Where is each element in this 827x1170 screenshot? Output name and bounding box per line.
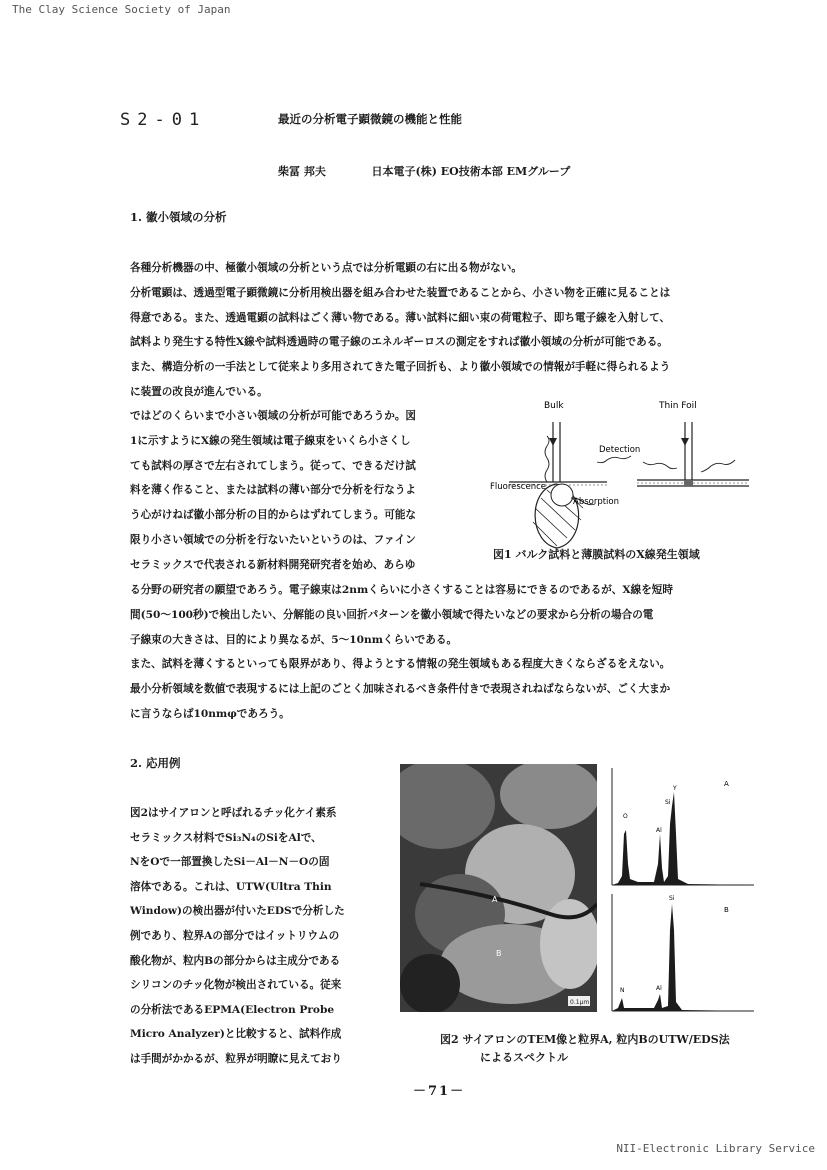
section-1-intro (130, 256, 670, 405)
peak-si-label: Si (669, 895, 675, 902)
text-line: の分析法であるEPMA(Electron Probe (130, 1003, 335, 1016)
peak-si-label: Si (665, 799, 671, 806)
journal-header: The Clay Science Society of Japan (12, 3, 231, 16)
peak-al-label: Al (656, 827, 662, 834)
text-line: う心がけねば徽小部分析の目的からはずれてしまう。可能な (130, 509, 417, 522)
spectrum-b (608, 890, 758, 1015)
text-line: ても試料の厚さで左右されてしまう。従って、できるだけ試 (130, 459, 416, 472)
label-fluorescence: Fluorescence (490, 482, 546, 492)
text-line: また、構造分析の一手法として従来より多用されてきた電子回折も、より徽小領域での情報が手軽に得られるよう (130, 361, 671, 374)
tem-micrograph (400, 764, 597, 1012)
text-line: NをOで一部置換したSi－Al－N－Oの固 (130, 856, 330, 869)
text-line: 分析電顕は、透過型電子顕微鏡に分析用検出器を組み合わせた装置であることから、小さい物を正確に見ることは (130, 286, 671, 299)
page-number: －71－ (413, 1084, 466, 1099)
text-line: 例であり、粒界Aの部分ではイットリウムの (130, 929, 340, 942)
text-line: 最小分析領域を数値で表現するには上記のごとく加味されるべき条件付きで表現されねばならないが、ごく大まか (130, 683, 671, 696)
spectrum-a (608, 764, 758, 889)
spectrum-a-label: A (724, 780, 729, 788)
text-line: シリコンのチッ化物が検出されている。従来 (130, 979, 342, 992)
text-line: 1に示すようにX線の発生領域は電子線束をいくら小さくし (130, 434, 411, 447)
session-id: S2-01 (120, 110, 207, 130)
section-1-wrap-text (130, 404, 416, 578)
text-line: 得意である。また、透過電顕の試料はごく薄い物である。薄い試料に細い束の荷電粒子、即ち電子線を入射して、 (130, 311, 671, 324)
library-footer: NII-Electronic Library Service (616, 1142, 815, 1155)
author-name: 柴冨 邦夫 (278, 165, 326, 178)
text-line: 溶体である。これは、UTW(Ultra Thin (130, 880, 332, 893)
spectrum-b-label: B (724, 906, 729, 914)
figure-2-caption (440, 1031, 730, 1067)
text-line: に装置の改良が進んでいる。 (130, 385, 268, 398)
caption-line: によるスペクトル (480, 1051, 568, 1064)
text-line: また、試料を薄くするといっても限界があり、得ようとする情報の発生領域もある程度大きくならざるをえない。 (130, 658, 671, 671)
text-line: Window)の検出器が付いたEDSで分析した (130, 905, 345, 918)
label-bulk: Bulk (544, 401, 564, 411)
text-line: 酸化物が、粒内Bの部分からは主成分である (130, 954, 341, 967)
text-line: Micro Analyzer)と比較すると、試料作成 (130, 1028, 342, 1041)
text-line: に言うならば10nmφであろう。 (130, 707, 290, 720)
text-line: ではどのくらいまで小さい領域の分析が可能であろうか。図 (130, 410, 417, 422)
text-line: 図2はサイアロンと呼ばれるチッ化ケイ素系 (130, 807, 337, 819)
author-line (278, 163, 570, 179)
figure-1-caption: 図1 バルク試料と薄膜試料のX線発生領域 (493, 548, 700, 561)
text-line: 限り小さい領域での分析を行ないたいというのは、ファイン (130, 533, 416, 546)
peak-y-label: Y (673, 785, 677, 792)
text-line: る分野の研究者の願望であろう。電子線束は2nmくらいに小さくすることは容易にできるのであるが、X線を短時 (130, 584, 673, 596)
grain-interior-label: B (496, 949, 502, 958)
text-line: セラミックス材料でSi₃N₄のSiをAlで、 (130, 831, 322, 844)
label-detection: Detection (599, 445, 641, 455)
text-line: 子線束の大きさは、目的により異なるが、5～10nmくらいである。 (130, 633, 458, 646)
text-line: は手間がかかるが、粒界が明瞭に見えており (130, 1052, 342, 1065)
peak-al-label: Al (656, 985, 662, 992)
author-affiliation: 日本電子(株) EO技術本部 EMグループ (371, 165, 571, 178)
section-2-heading: 2. 応用例 (130, 756, 181, 770)
scale-bar-label: 0.1μm (570, 999, 590, 1006)
text-line: 試料より発生する特性X線や試料透過時の電子線のエネルギーロスの測定をすれば徽小領域の分析が可能である。 (130, 336, 668, 349)
text-line: 間(50～100秒)で検出したい、分解能の良い回折パターンを徽小領域で得たいなどの要求から分析の場合の電 (130, 608, 654, 621)
caption-line: 図2 サイアロンのTEM像と粒界A, 粒内BのUTW/EDS法 (440, 1033, 730, 1046)
text-line: セラミックスで代表される新材料開発研究者を始め、あらゆ (130, 558, 416, 571)
peak-n-label: N (620, 987, 625, 994)
text-line: 料を薄く作ること、または試料の薄い部分で分析を行なうよ (130, 484, 417, 497)
paper-title: 最近の分析電子顕微鏡の機能と性能 (278, 112, 462, 126)
peak-o-label: O (623, 813, 628, 820)
section-2-text (130, 801, 345, 1072)
grain-boundary-label: A (492, 895, 498, 904)
label-thin-foil: Thin Foil (659, 401, 697, 411)
section-1-heading: 1. 徽小領域の分析 (130, 210, 227, 224)
section-1-continuation (130, 578, 673, 727)
text-line: 各種分析機器の中、極徽小領域の分析という点では分析電顕の右に出る物がない。 (130, 262, 522, 274)
label-absorption: Absorption (573, 497, 620, 507)
